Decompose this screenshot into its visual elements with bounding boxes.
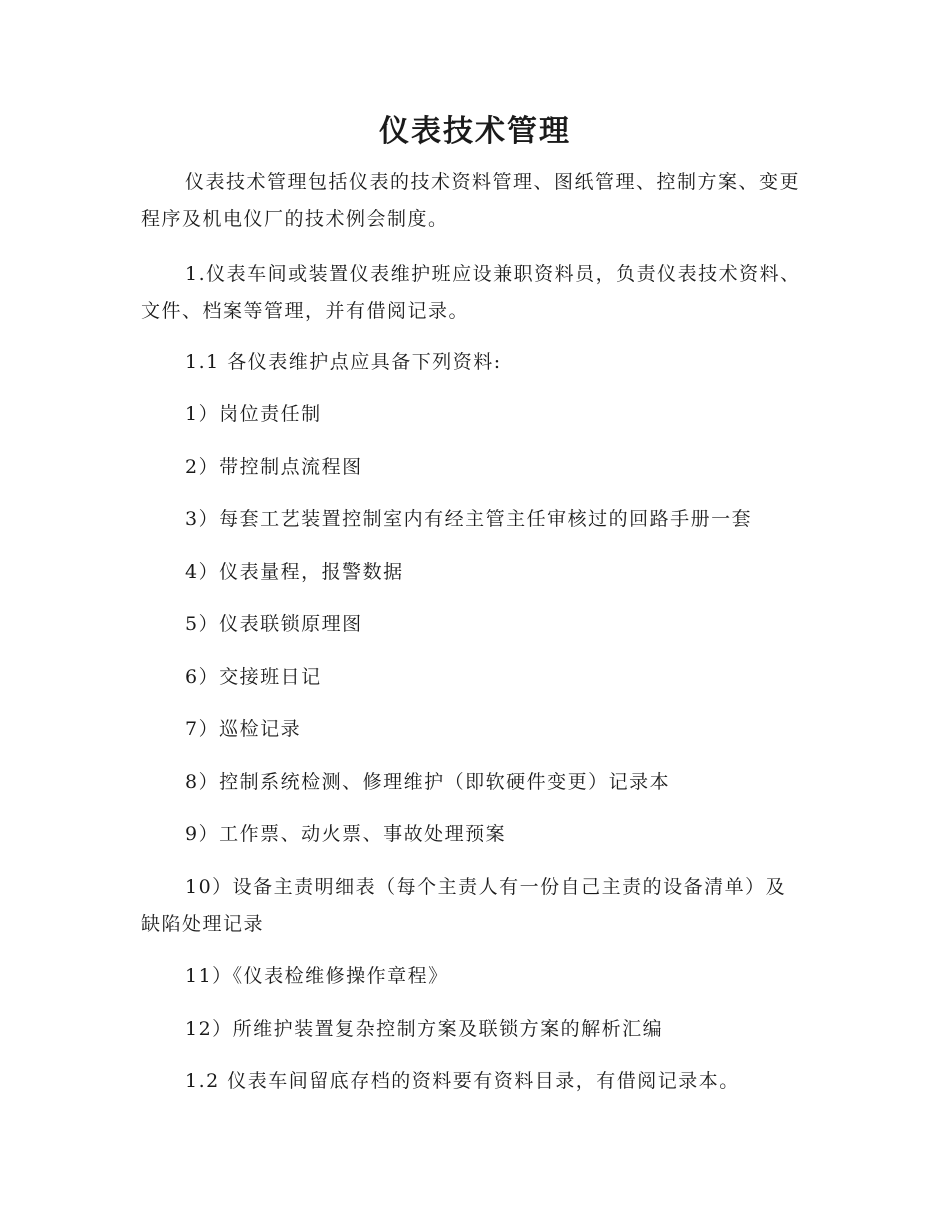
paragraph-section-1-2: 1.2 仪表车间留底存档的资料要有资料目录，有借阅记录本。 — [185, 1070, 740, 1092]
list-item-5: 5）仪表联锁原理图 — [185, 613, 363, 635]
list-item-3: 3）每套工艺装置控制室内有经主管主任审核过的回路手册一套 — [185, 508, 753, 530]
list-item-6: 6）交接班日记 — [185, 666, 322, 688]
list-item-4: 4）仪表量程，报警数据 — [185, 561, 404, 583]
list-item-9: 9）工作票、动火票、事故处理预案 — [185, 823, 507, 845]
list-item-2: 2）带控制点流程图 — [185, 456, 363, 478]
page-title: 仪表技术管理 — [379, 114, 571, 149]
list-item-8: 8）控制系统检测、修理维护（即软硬件变更）记录本 — [185, 771, 671, 793]
list-item-10: 10）设备主责明细表（每个主责人有一份自己主责的设备清单）及缺陷处理记录 — [141, 876, 787, 935]
paragraph-section-1: 1.仪表车间或装置仪表维护班应设兼职资料员，负责仪表技术资料、文件、档案等管理，并有借阅记录。 — [141, 263, 801, 322]
list-item-7: 7）巡检记录 — [185, 718, 302, 740]
list-item-11: 11）《仪表检维修操作章程》 — [185, 965, 449, 987]
list-item-12: 12）所维护装置复杂控制方案及联锁方案的解析汇编 — [185, 1018, 664, 1040]
paragraph-intro: 仪表技术管理包括仪表的技术资料管理、图纸管理、控制方案、变更程序及机电仪厂的技术例会制度。 — [141, 171, 801, 230]
list-item-1: 1）岗位责任制 — [185, 403, 322, 425]
paragraph-section-1-1: 1.1 各仪表维护点应具备下列资料: — [185, 351, 502, 373]
